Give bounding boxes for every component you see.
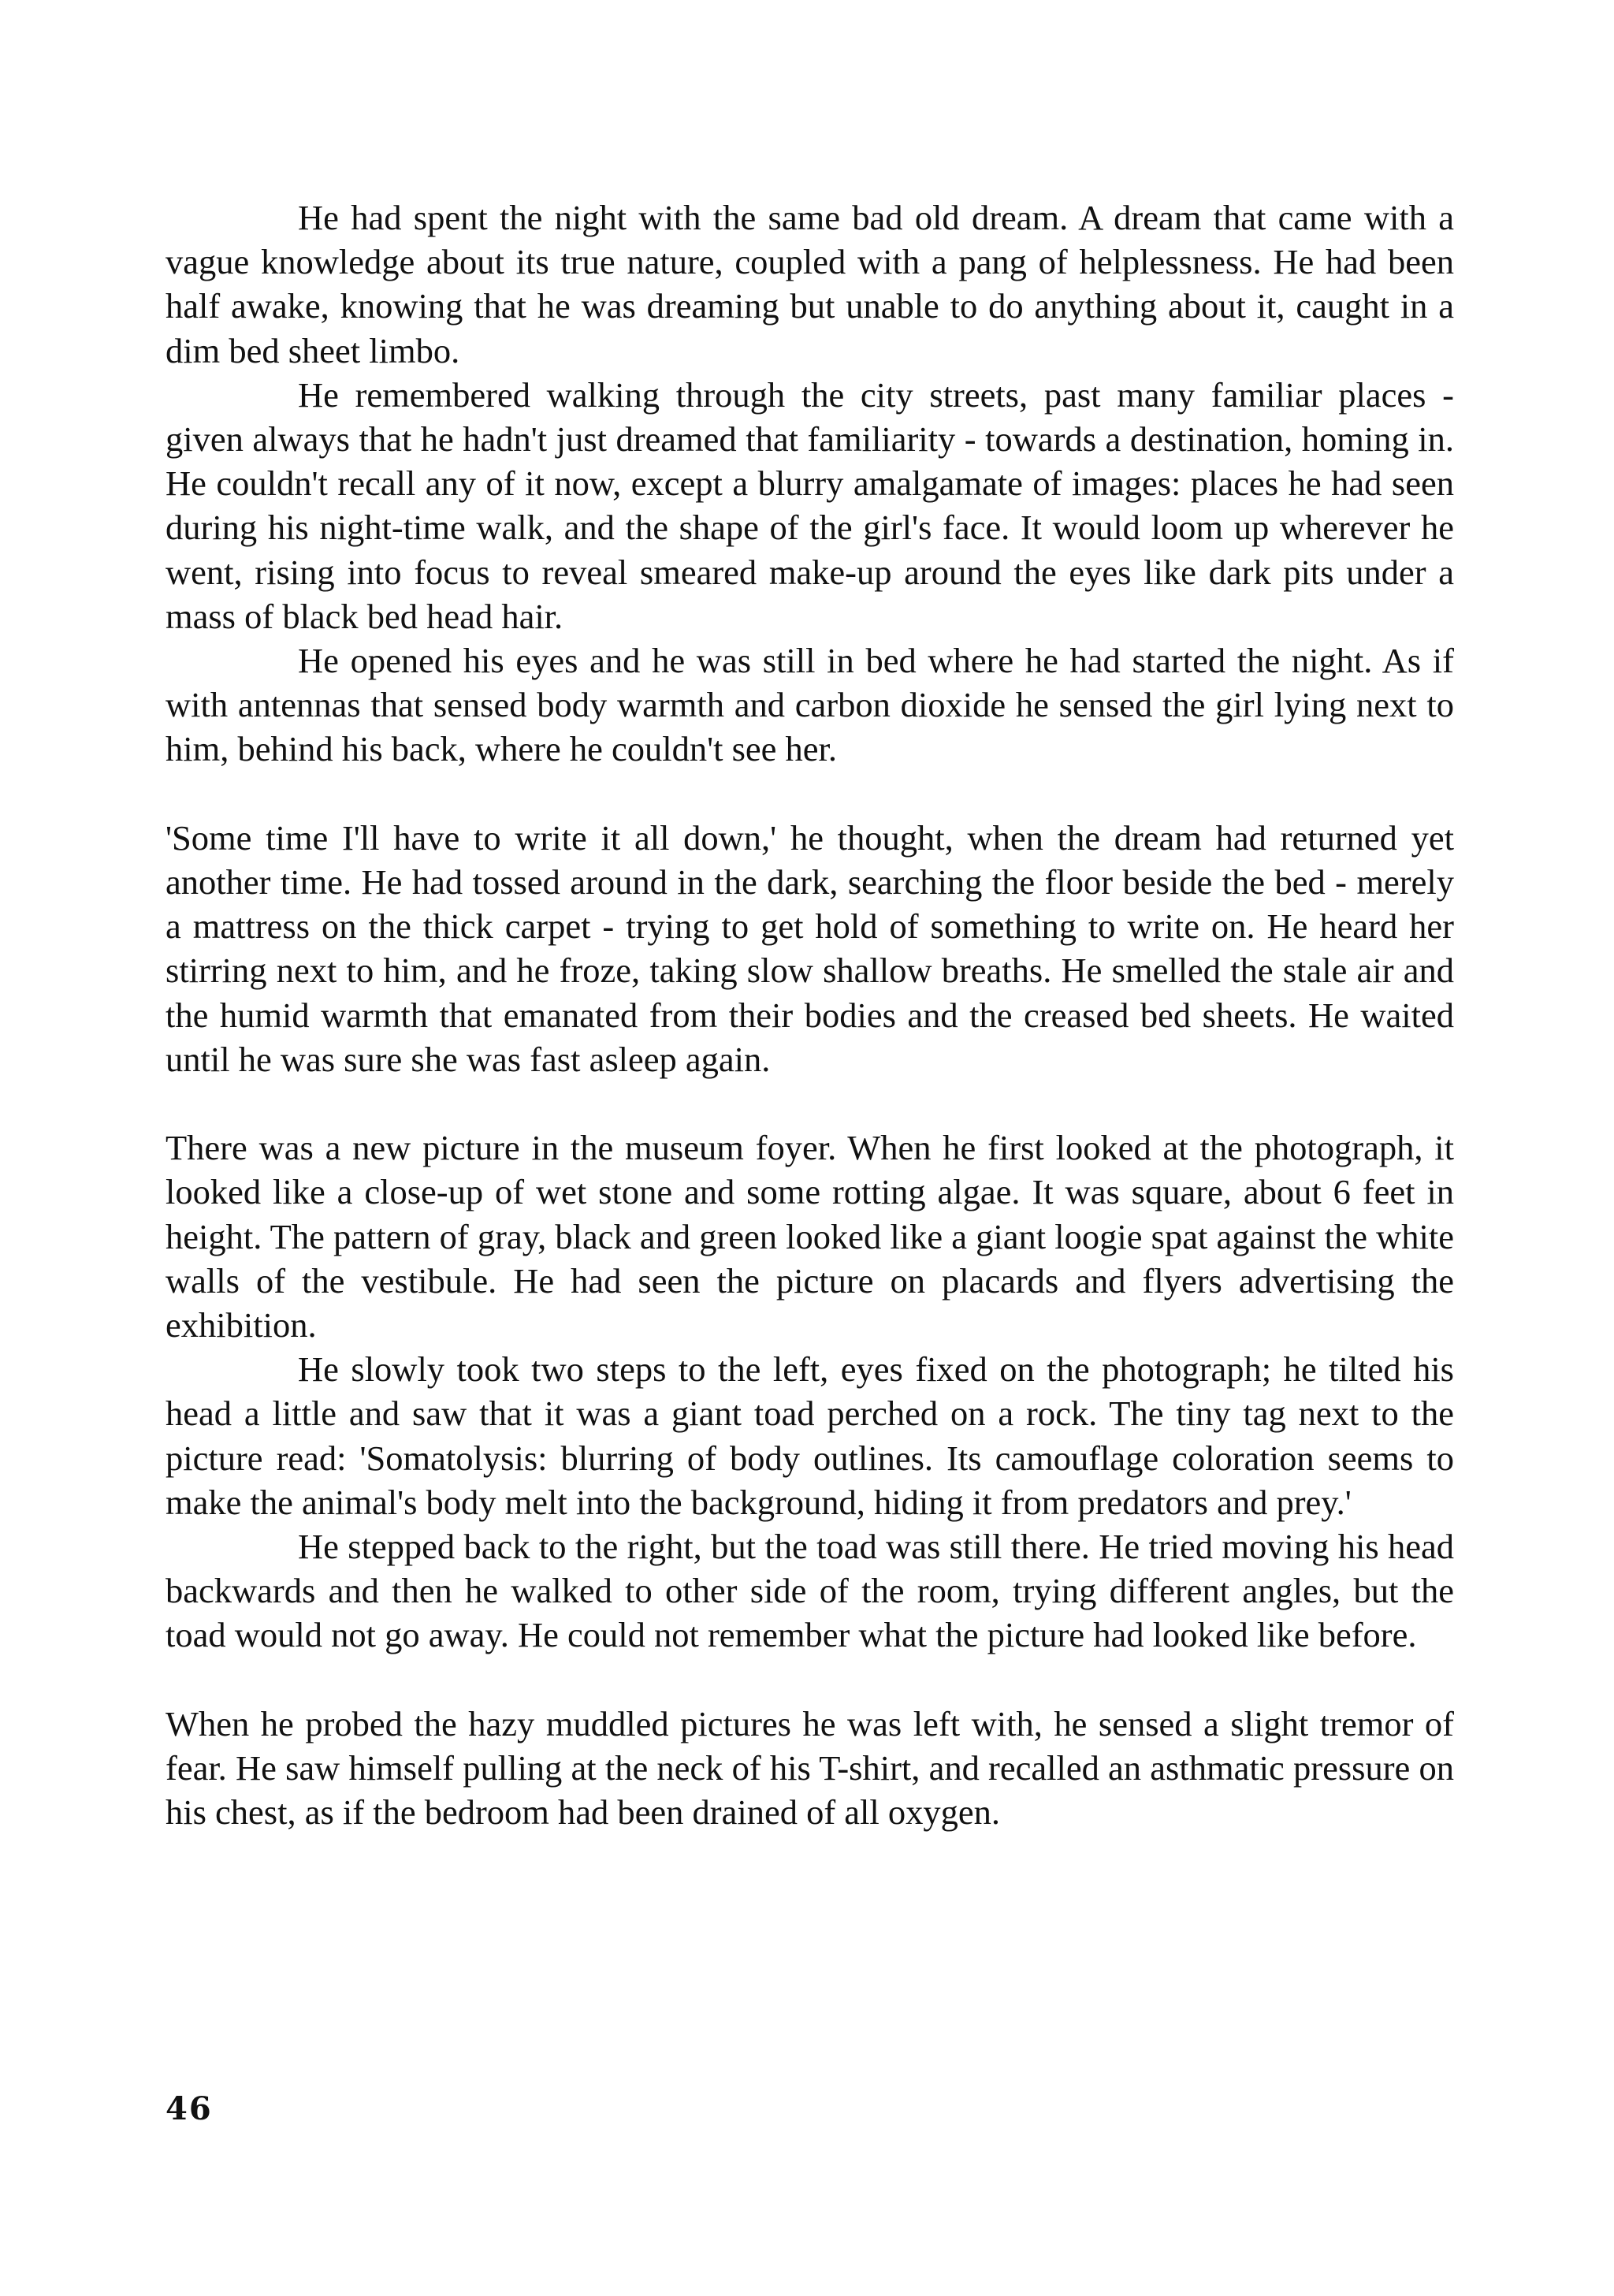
paragraph-2: He remembered walking through the city streets, past many familiar places - given always that he hadn't just dreamed that familiarity - towards a destination, homing in. He couldn't recall any of it now, except a blurry amalgamate of images: places he had seen during his night-time walk, and the shape of the girl's face. It would loom up wherever he went, rising into focus to reveal smeared make-up around the eyes like dark pits under a mass of black bed head hair. <box>165 374 1454 636</box>
paragraph-7: He stepped back to the right, but the toad was still there. He tried moving his head backwards and then he walked to other side of the room, trying different angles, but the toad would not go away. He could not remember what the picture had looked like before. <box>165 1527 1454 1655</box>
body-text <box>165 195 1454 1834</box>
paragraph-5: There was a new picture in the museum foyer. When he first looked at the photograph, it looked like a close-up of wet stone and some rotting algae. It was square, about 6 feet in height. The pattern of gray, black and green looked like a giant loogie spat against the white walls of the vestibule. He had seen the picture on placards and flyers advertising the exhibition. <box>165 1128 1454 1345</box>
paragraph-1: He had spent the night with the same bad old dream. A dream that came with a vague knowledge about its true nature, coupled with a pang of helplessness. He had been half awake, knowing that he was dreaming but unable to do anything about it, caught in a dim bed sheet limbo. <box>165 198 1454 370</box>
paragraph-6: He slowly took two steps to the left, eyes fixed on the photograph; he tilted his head a little and saw that it was a giant toad perched on a rock. The tiny tag next to the picture read: 'Somatolysis: blurring of body outlines. Its camouflage coloration seems to make the animal's body melt into the background, hiding it from predators and prey.' <box>165 1349 1454 1522</box>
paragraph-8: When he probed the hazy muddled pictures he was left with, he sensed a slight tremor of fear. He saw himself pulling at the neck of his T-shirt, and recalled an asthmatic pressure on his chest, as if the bedroom had been drained of all oxygen. <box>165 1703 1454 1833</box>
paragraph-4: 'Some time I'll have to write it all down,' he thought, when the dream had returned yet another time. He had tossed around in the dark, searching the floor beside the bed - merely a mattress on the thick carpet - trying to get hold of something to write on. He heard her stirring next to him, and he froze, taking slow shallow breaths. He smelled the stale air and the humid warmth that emanated from their bodies and the creased bed sheets. He waited until he was sure she was fast asleep again. <box>165 817 1454 1079</box>
page-number: 46 <box>165 2090 213 2127</box>
paragraph-3: He opened his eyes and he was still in bed where he had started the night. As if with antennas that sensed body warmth and carbon dioxide he sensed the girl lying next to him, behind his back, where he couldn't see her. <box>165 641 1454 769</box>
